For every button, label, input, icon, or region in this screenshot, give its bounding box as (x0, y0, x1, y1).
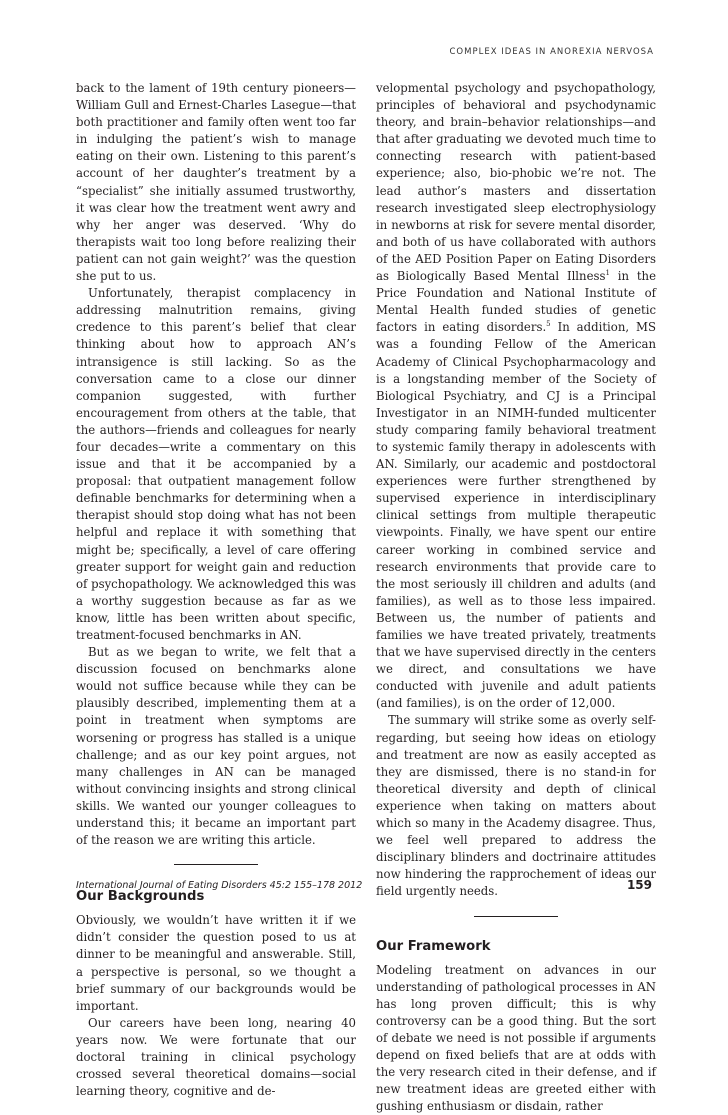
body-paragraph (376, 80, 656, 712)
reference-superscript: 1 (605, 269, 609, 277)
reference-superscript: 5 (546, 320, 550, 328)
paragraph-text: In addition, MS was a founding Fellow of the American Academy of Clinical Psychopharmacology and is a longstanding member of the Society of Biological Psychiatry, and CJ is a Principal Investigator in an NIMH-funded multicenter study comparing family behavioral treatment to systemic family therapy in adolescents with AN. Similarly, our academic and postdoctoral experiences were further strengthened by supervised experience in interdisciplinary clinical settings from multiple therapeutic viewpoints. Finally, we have spent our entire career working in combined service and research environments that provide care to the most seriously ill children and adults (and families), as well as to those less impaired. Between us, the number of patients and families we have treated privately, treatments that we have supervised directly in the centers we direct, and consultations we have conducted with juvenile and adult patients (and families), is on the order of 12,000. (376, 320, 656, 710)
paragraph-text: in the Price Foundation and National Institute of Mental Health funded studies of genetic factors in eating disorders. (376, 269, 656, 334)
section-divider (174, 864, 258, 865)
journal-citation: International Journal of Eating Disorders 45:2 155–178 2012 (76, 880, 362, 891)
right-column (376, 80, 656, 1115)
section-heading-framework: Our Framework (376, 939, 656, 954)
body-paragraph: Unfortunately, therapist complacency in addressing malnutrition remains, giving credence to this parent’s belief that clear thinking about how to approach AN’s intransigence is still lacking. So as the conversation came to a close our dinner companion suggested, with further encouragement from others at the table, that the authors—friends and colleagues for nearly four decades—write a commentary on this issue and that it be accompanied by a proposal: that outpatient management follow definable benchmarks for determining when a therapist should stop doing what has not been helpful and replace it with something that might be; specifically, a level of care offering greater support for weight gain and reduction of psychopathology. We acknowledged this was a worthy suggestion because as far as we know, little has been written about specific, treatment-focused benchmarks in AN. (76, 285, 356, 644)
body-paragraph: But as we began to write, we felt that a discussion focused on benchmarks alone would not suffice because while they can be plausibly described, implementing them at a point in treatment when symptoms are worsening or progress has stalled is a unique challenge; and as our key point argues, not many challenges in AN can be managed without convincing insights and strong clinical skills. We wanted our younger colleagues to understand this; it became an important part of the reason we are writing this article. (76, 644, 356, 849)
running-head: COMPLEX IDEAS IN ANOREXIA NERVOSA (450, 47, 655, 57)
body-paragraph: Our careers have been long, nearing 40 years now. We were fortunate that our doctoral training in clinical psychology crossed several theoretical domains—social learning theory, cognitive and de- (76, 1015, 356, 1100)
body-paragraph: The summary will strike some as overly self-regarding, but seeing how ideas on etiology and treatment are now as easily accepted as they are dismissed, there is no stand-in for theoretical diversity and depth of clinical experience when taking on matters about which so many in the Academy disagree. Thus, we feel well prepared to address the disciplinary blinders and doctrinaire attitudes now hindering the rapprochement of ideas our field urgently needs. (376, 712, 656, 900)
body-paragraph: back to the lament of 19th century pioneers—William Gull and Ernest-Charles Lasegue—that both practitioner and family often went too far in indulging the patient’s wish to manage eating on their own. Listening to this parent’s account of her daughter’s treatment by a “specialist” she initially assumed trustworthy, it was clear how the treatment went awry and why her anger was deserved. ‘Why do therapists wait too long before realizing their patient can not gain weight?’ was the question she put to us. (76, 80, 356, 285)
section-divider (474, 916, 558, 917)
section-heading-backgrounds: Our Backgrounds (76, 889, 356, 904)
body-paragraph: Obviously, we wouldn’t have written it if we didn’t consider the question posed to us at dinner to be meaningful and answerable. Still, a perspective is personal, so we thought a brief summary of our backgrounds would be important. (76, 912, 356, 1015)
page-number: 159 (627, 878, 652, 892)
left-column (76, 80, 356, 1100)
body-paragraph: Modeling treatment on advances in our understanding of pathological processes in AN has long proven difficult; this is why controversy can be a good thing. But the sort of debate we need is not possible if arguments depend on fixed beliefs that are at odds with the very research cited in their defense, and if new treatment ideas are greeted either with gushing enthusiasm or disdain, rather (376, 962, 656, 1115)
paragraph-text: velopmental psychology and psychopathology, principles of behavioral and psychodynamic theory, and brain–behavior relationships—and that after graduating we devoted much time to connecting research with patient-based experience; also, bio-phobic we’re not. The lead author’s masters and dissertation research investigated sleep electrophysiology in newborns at risk for severe mental disorder, and both of us have collaborated with authors of the AED Position Paper on Eating Disorders as Biologically Based Mental Illness (376, 81, 656, 283)
